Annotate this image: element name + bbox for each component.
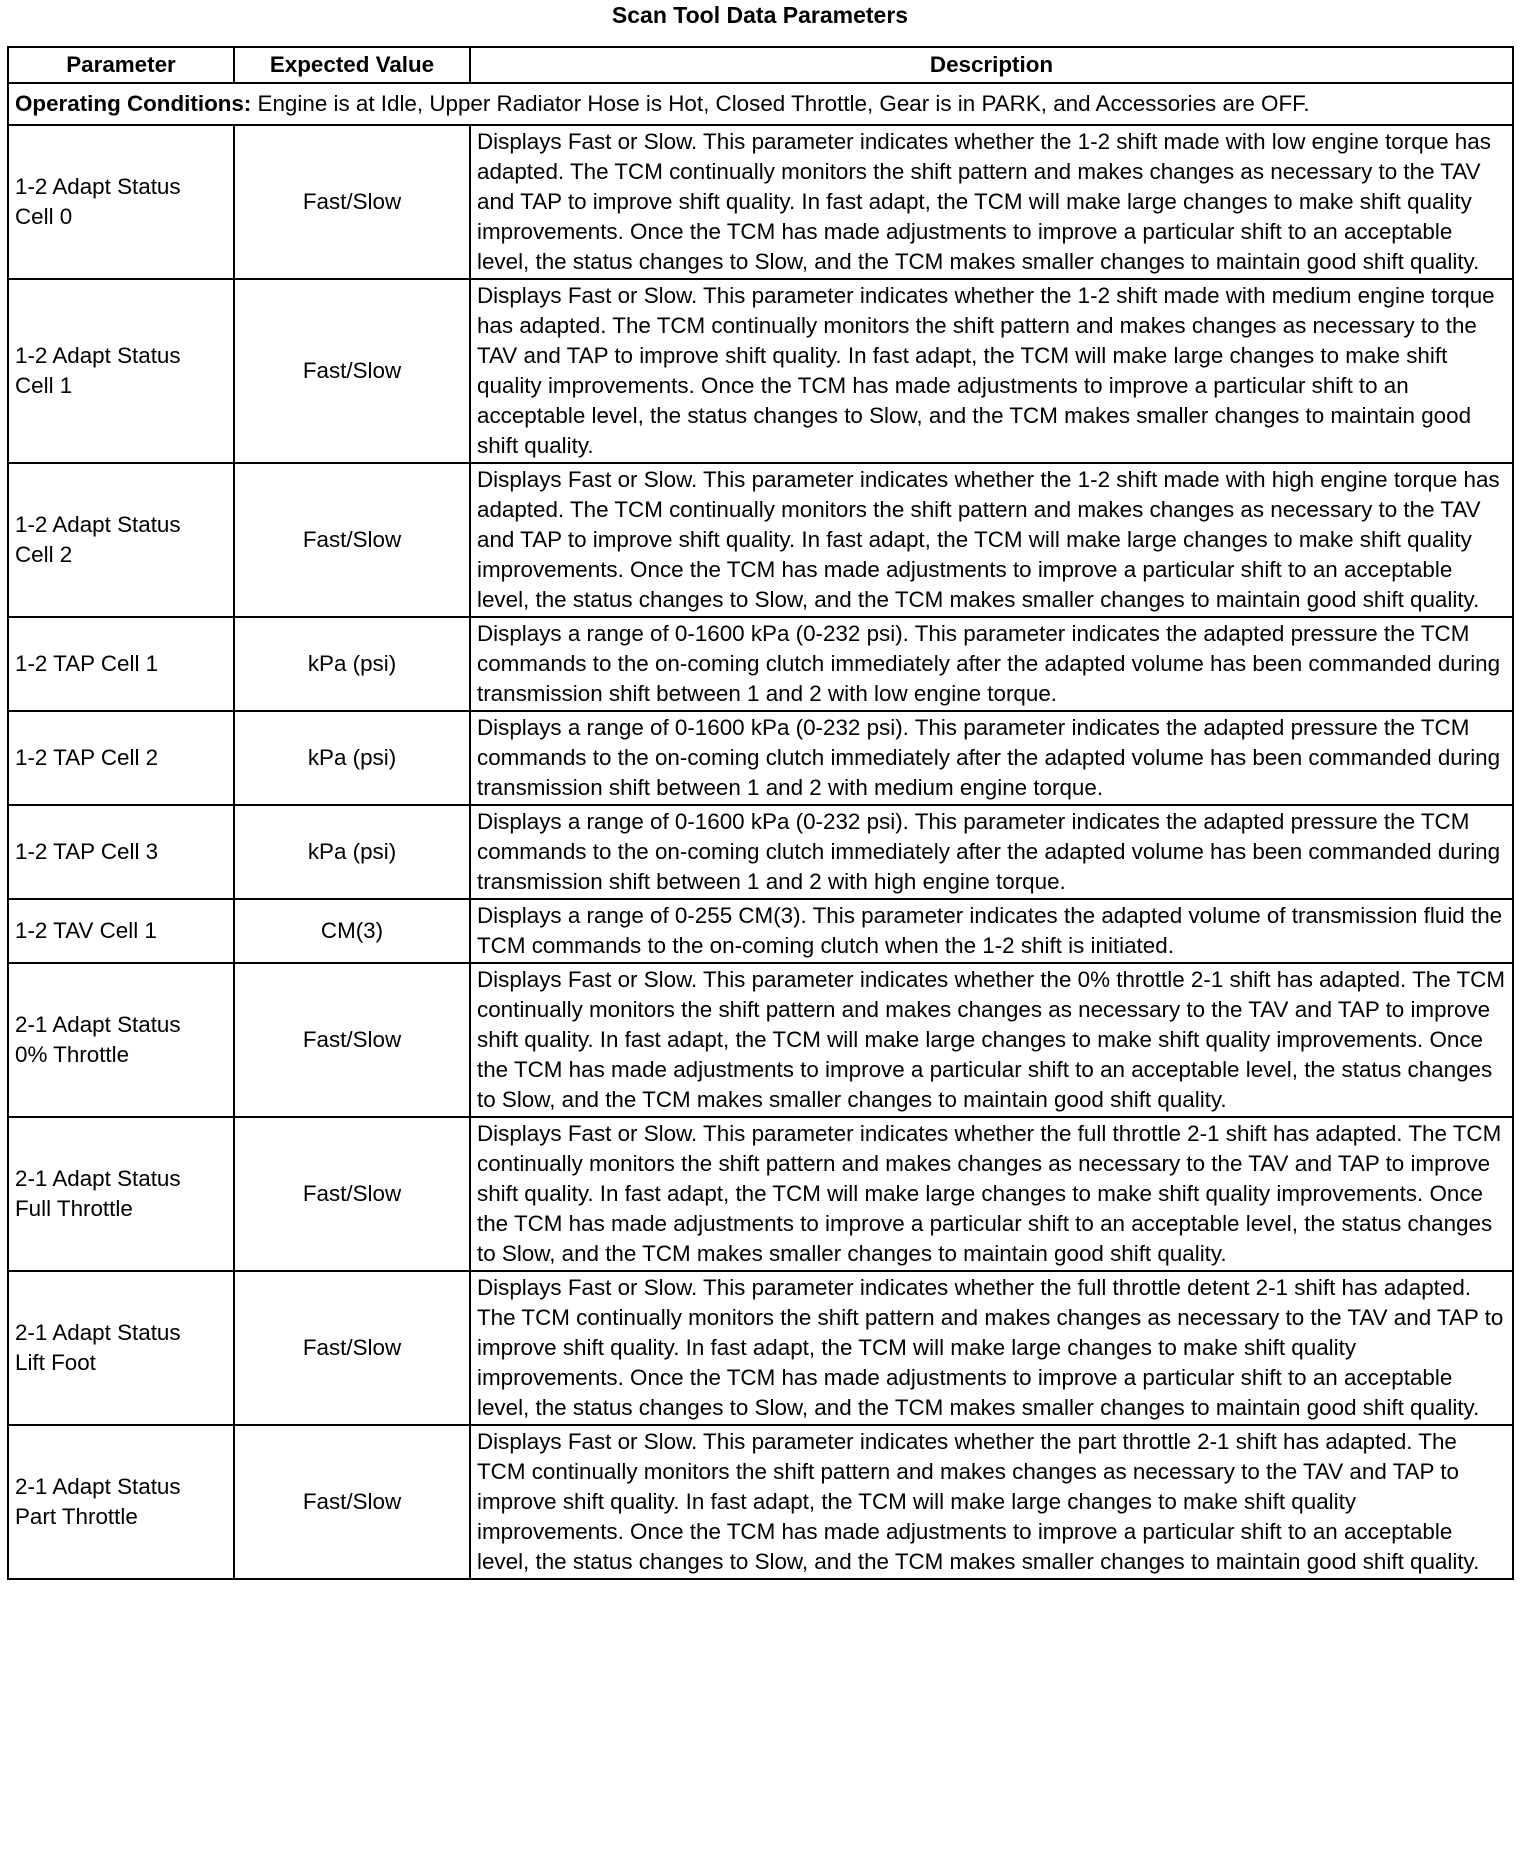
description-cell: Displays Fast or Slow. This parameter indicates whether the 0% throttle 2-1 shift has adapted. The TCM continually monitors the shift pattern and makes changes as necessary to the TAV and TAP to improve shift quality. In fast adapt, the TCM will make large changes to make shift quality improvements. Once the TCM has made adjustments to improve a particular shift to an acceptable level, the status changes to Slow, and the TCM makes smaller changes to maintain good shift quality. xyxy=(470,963,1513,1117)
parameter-name: 2-1 Adapt Status xyxy=(15,1320,181,1345)
expected-value-cell: Fast/Slow xyxy=(234,1117,470,1271)
parameter-qualifier: Cell 1 xyxy=(15,373,73,398)
expected-value-cell: CM(3) xyxy=(234,899,470,963)
header-description: Description xyxy=(470,47,1513,83)
scan-tool-data-table xyxy=(7,46,1514,1580)
parameter-cell xyxy=(8,1271,234,1425)
table-row xyxy=(8,805,1513,899)
parameter-qualifier: Full Throttle xyxy=(15,1196,133,1221)
parameter-cell xyxy=(8,125,234,279)
parameter-name: 1-2 Adapt Status xyxy=(15,512,181,537)
table-row xyxy=(8,617,1513,711)
parameter-name: 1-2 TAP Cell 2 xyxy=(15,745,159,770)
table-row xyxy=(8,125,1513,279)
expected-value-cell: kPa (psi) xyxy=(234,805,470,899)
parameter-cell xyxy=(8,711,234,805)
description-cell: Displays a range of 0-255 CM(3). This parameter indicates the adapted volume of transmission fluid the TCM commands to the on-coming clutch when the 1-2 shift is initiated. xyxy=(470,899,1513,963)
description-cell: Displays Fast or Slow. This parameter indicates whether the part throttle 2-1 shift has adapted. The TCM continually monitors the shift pattern and makes changes as necessary to the TAV and TAP to improve shift quality. In fast adapt, the TCM will make large changes to make shift quality improvements. Once the TCM has made adjustments to improve a particular shift to an acceptable level, the status changes to Slow, and the TCM makes smaller changes to maintain good shift quality. xyxy=(470,1425,1513,1579)
header-expected-value: Expected Value xyxy=(234,47,470,83)
table-row xyxy=(8,463,1513,617)
description-cell: Displays Fast or Slow. This parameter indicates whether the 1-2 shift made with medium engine torque has adapted. The TCM continually monitors the shift pattern and makes changes as necessary to the TAV and TAP to improve shift quality. In fast adapt, the TCM will make large changes to make shift quality improvements. Once the TCM has made adjustments to improve a particular shift to an acceptable level, the status changes to Slow, and the TCM makes smaller changes to maintain good shift quality. xyxy=(470,279,1513,463)
parameter-name: 1-2 TAP Cell 1 xyxy=(15,651,159,676)
description-cell: Displays a range of 0-1600 kPa (0-232 psi). This parameter indicates the adapted pressure the TCM commands to the on-coming clutch immediately after the adapted volume has been commanded during transmission shift between 1 and 2 with low engine torque. xyxy=(470,617,1513,711)
operating-conditions-label: Operating Conditions: xyxy=(15,91,252,116)
parameter-cell xyxy=(8,899,234,963)
description-cell: Displays Fast or Slow. This parameter indicates whether the full throttle 2-1 shift has adapted. The TCM continually monitors the shift pattern and makes changes as necessary to the TAV and TAP to improve shift quality. In fast adapt, the TCM will make large changes to make shift quality improvements. Once the TCM has made adjustments to improve a particular shift to an acceptable level, the status changes to Slow, and the TCM makes smaller changes to maintain good shift quality. xyxy=(470,1117,1513,1271)
parameter-qualifier: Lift Foot xyxy=(15,1350,96,1375)
parameter-name: 1-2 Adapt Status xyxy=(15,174,181,199)
description-cell: Displays Fast or Slow. This parameter indicates whether the 1-2 shift made with high engine torque has adapted. The TCM continually monitors the shift pattern and makes changes as necessary to the TAV and TAP to improve shift quality. In fast adapt, the TCM will make large changes to make shift quality improvements. Once the TCM has made adjustments to improve a particular shift to an acceptable level, the status changes to Slow, and the TCM makes smaller changes to maintain good shift quality. xyxy=(470,463,1513,617)
table-row xyxy=(8,1271,1513,1425)
parameter-cell xyxy=(8,463,234,617)
description-cell: Displays Fast or Slow. This parameter indicates whether the 1-2 shift made with low engine torque has adapted. The TCM continually monitors the shift pattern and makes changes as necessary to the TAV and TAP to improve shift quality. In fast adapt, the TCM will make large changes to make shift quality improvements. Once the TCM has made adjustments to improve a particular shift to an acceptable level, the status changes to Slow, and the TCM makes smaller changes to maintain good shift quality. xyxy=(470,125,1513,279)
parameter-qualifier: Cell 0 xyxy=(15,204,73,229)
description-cell: Displays a range of 0-1600 kPa (0-232 psi). This parameter indicates the adapted pressure the TCM commands to the on-coming clutch immediately after the adapted volume has been commanded during transmission shift between 1 and 2 with high engine torque. xyxy=(470,805,1513,899)
expected-value-cell: kPa (psi) xyxy=(234,617,470,711)
description-cell: Displays a range of 0-1600 kPa (0-232 psi). This parameter indicates the adapted pressure the TCM commands to the on-coming clutch immediately after the adapted volume has been commanded during transmission shift between 1 and 2 with medium engine torque. xyxy=(470,711,1513,805)
table-row xyxy=(8,963,1513,1117)
parameter-cell xyxy=(8,617,234,711)
operating-conditions-row xyxy=(8,83,1513,125)
parameter-qualifier: 0% Throttle xyxy=(15,1042,130,1067)
table-header-row xyxy=(8,47,1513,83)
expected-value-cell: kPa (psi) xyxy=(234,711,470,805)
table-row xyxy=(8,279,1513,463)
parameter-name: 1-2 TAV Cell 1 xyxy=(15,918,157,943)
header-parameter: Parameter xyxy=(8,47,234,83)
parameter-cell xyxy=(8,279,234,463)
parameter-qualifier: Cell 2 xyxy=(15,542,73,567)
parameter-name: 2-1 Adapt Status xyxy=(15,1166,181,1191)
operating-conditions-text: Engine is at Idle, Upper Radiator Hose is Hot, Closed Throttle, Gear is in PARK, and Accessories are OFF. xyxy=(251,91,1310,116)
parameter-name: 1-2 Adapt Status xyxy=(15,343,181,368)
parameter-cell xyxy=(8,805,234,899)
operating-conditions-cell xyxy=(8,83,1513,125)
parameter-name: 1-2 TAP Cell 3 xyxy=(15,839,159,864)
expected-value-cell: Fast/Slow xyxy=(234,1425,470,1579)
expected-value-cell: Fast/Slow xyxy=(234,1271,470,1425)
parameter-cell xyxy=(8,963,234,1117)
table-row xyxy=(8,1425,1513,1579)
parameter-name: 2-1 Adapt Status xyxy=(15,1012,181,1037)
table-row xyxy=(8,711,1513,805)
parameter-cell xyxy=(8,1117,234,1271)
description-cell: Displays Fast or Slow. This parameter indicates whether the full throttle detent 2-1 shift has adapted. The TCM continually monitors the shift pattern and makes changes as necessary to the TAV and TAP to improve shift quality. In fast adapt, the TCM will make large changes to make shift quality improvements. Once the TCM has made adjustments to improve a particular shift to an acceptable level, the status changes to Slow, and the TCM makes smaller changes to maintain good shift quality. xyxy=(470,1271,1513,1425)
parameter-cell xyxy=(8,1425,234,1579)
expected-value-cell: Fast/Slow xyxy=(234,963,470,1117)
parameter-name: 2-1 Adapt Status xyxy=(15,1474,181,1499)
expected-value-cell: Fast/Slow xyxy=(234,463,470,617)
page-title: Scan Tool Data Parameters xyxy=(611,2,909,28)
table-row xyxy=(8,899,1513,963)
expected-value-cell: Fast/Slow xyxy=(234,279,470,463)
parameter-qualifier: Part Throttle xyxy=(15,1504,138,1529)
expected-value-cell: Fast/Slow xyxy=(234,125,470,279)
table-row xyxy=(8,1117,1513,1271)
